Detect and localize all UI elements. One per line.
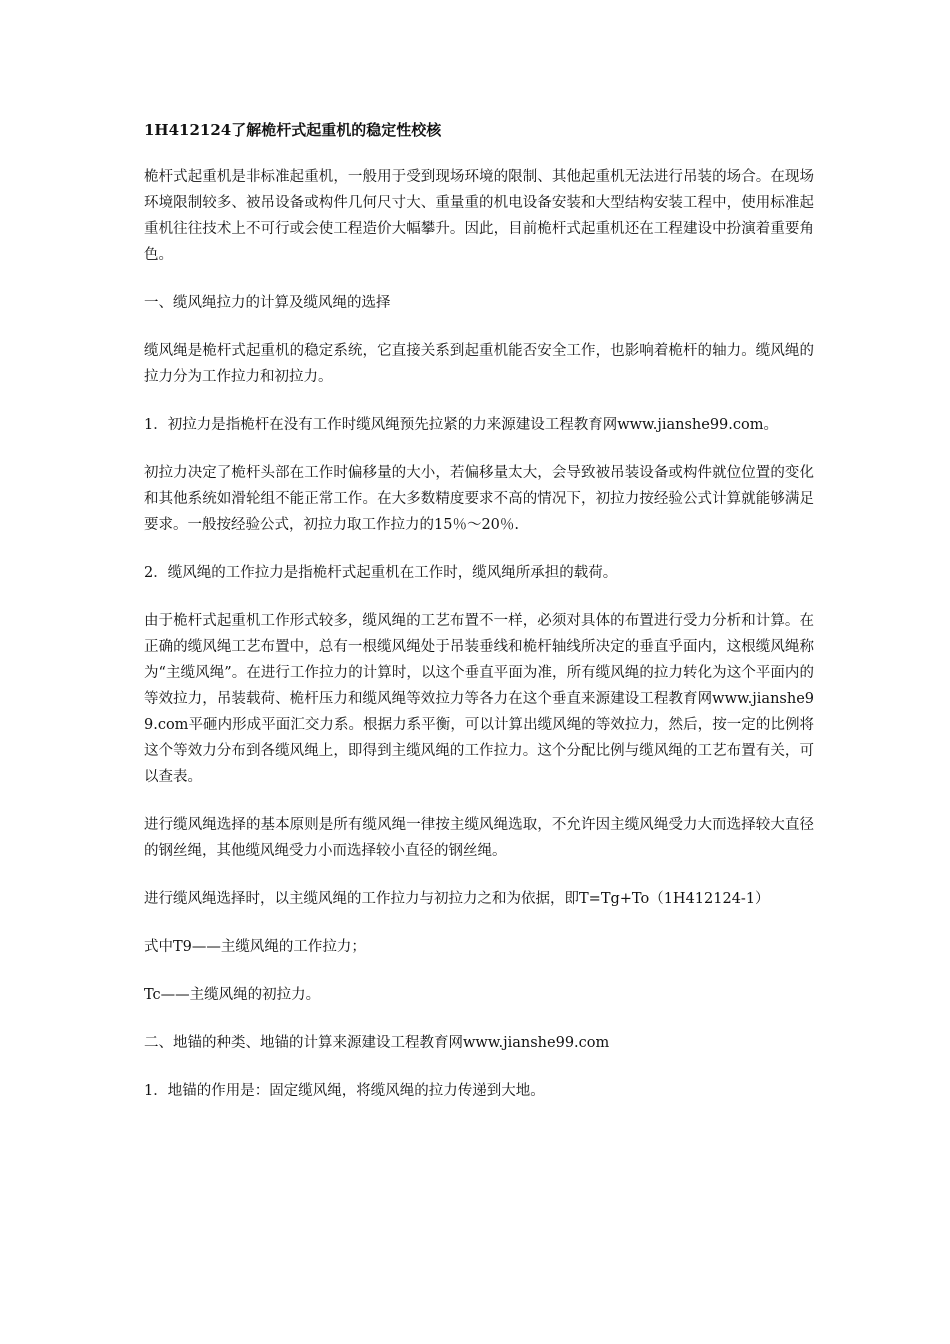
paragraph-initial-tension: 1．初拉力是指桅杆在没有工作时缆风绳预先拉紧的力来源建设工程教育网www.jianshe99.com。 bbox=[144, 417, 778, 433]
paragraph-selection-principle: 进行缆风绳选择的基本原则是所有缆风绳一律按主缆风绳选取，不允许因主缆风绳受力大而选择较大直径的钢丝绳，其他缆风绳受力小而选择较小直径的钢丝绳。 bbox=[144, 817, 814, 859]
section-heading-anchor: 二、地锚的种类、地锚的计算来源建设工程教育网www.jianshe99.com bbox=[144, 1035, 610, 1051]
paragraph-anchor-function: 1．地锚的作用是：固定缆风绳，将缆风绳的拉力传递到大地。 bbox=[144, 1083, 545, 1099]
document-page bbox=[144, 118, 814, 1126]
paragraph-formula-term-2: Tc——主缆风绳的初拉力。 bbox=[144, 987, 321, 1003]
paragraph-working-tension-detail: 由于桅杆式起重机工作形式较多，缆风绳的工艺布置不一样，必须对具体的布置进行受力分析和计算。在正确的缆风绳工艺布置中，总有一根缆风绳处于吊装垂线和桅杆轴线所决定的垂直乎面内，这根缆风绳称为“主缆风绳”。在进行工作拉力的计算时，以这个垂直平面为准，所有缆风绳的拉力转化为这个平面内的等效拉力，吊装载荷、桅杆压力和缆风绳等效拉力等各力在这个垂直来源建设工程教育网www.jianshe99.com平砸内形成平面汇交力系。根据力系平衡，可以计算出缆风绳的等效拉力，然后，按一定的比例将这个等效力分布到各缆风绳上，即得到主缆风绳的工作拉力。这个分配比例与缆风绳的工艺布置有关，可以查表。 bbox=[144, 613, 814, 785]
paragraph-formula-term-1: 式中T9——主缆风绳的工作拉力； bbox=[144, 939, 366, 955]
paragraph-working-tension: 2．缆风绳的工作拉力是指桅杆式起重机在工作时，缆风绳所承担的载荷。 bbox=[144, 565, 618, 581]
intro-paragraph: 桅杆式起重机是非标准起重机，一般用于受到现场环境的限制、其他起重机无法进行吊装的场合。在现场环境限制较多、被吊设备或构件几何尺寸大、重量重的机电设备安装和大型结构安装工程中，使用标准起重机往往技术上不可行或会使工程造价大幅攀升。因此，目前桅杆式起重机还在工程建设中扮演着重要角色。 bbox=[144, 169, 814, 263]
paragraph-guy-rope-overview: 缆风绳是桅杆式起重机的稳定系统，它直接关系到起重机能否安全工作，也影响着桅杆的轴力。缆风绳的拉力分为工作拉力和初拉力。 bbox=[144, 343, 814, 385]
document-title: 1H412124了解桅杆式起重机的稳定性校核 bbox=[144, 121, 442, 139]
section-heading-guy-rope: 一、缆风绳拉力的计算及缆风绳的选择 bbox=[144, 295, 391, 311]
paragraph-initial-tension-detail: 初拉力决定了桅杆头部在工作时偏移量的大小，若偏移量太大，会导致被吊装设备或构件就位位置的变化和其他系统如滑轮组不能正常工作。在大多数精度要求不高的情况下，初拉力按经验公式计算就能够满足要求。一般按经验公式，初拉力取工作拉力的15％～20％. bbox=[144, 465, 814, 533]
paragraph-selection-formula: 进行缆风绳选择时，以主缆风绳的工作拉力与初拉力之和为依据，即T=Tg+To（1H412124-1） bbox=[144, 891, 770, 907]
